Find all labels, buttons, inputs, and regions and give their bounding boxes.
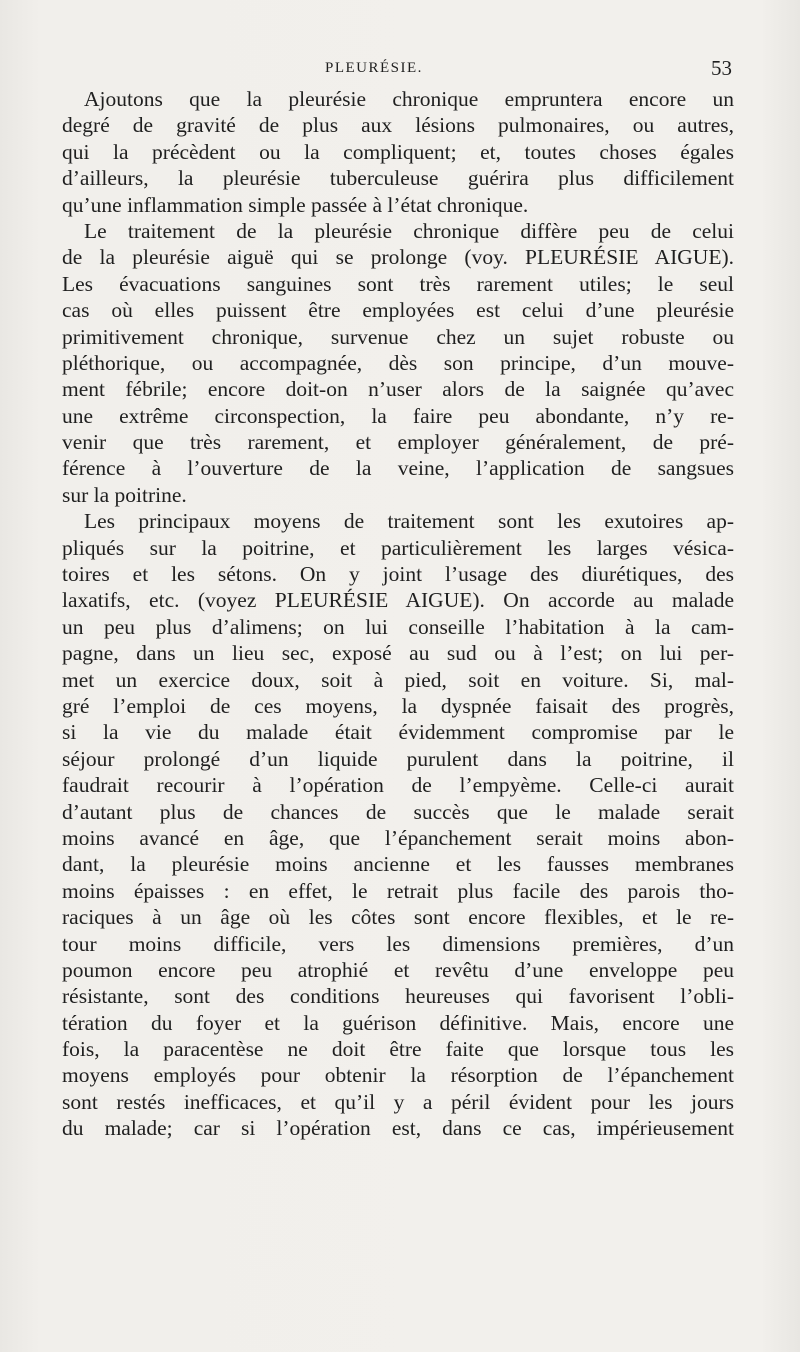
text-line: du malade; car si l’opération est, dans ce cas, impérieusement — [62, 1116, 734, 1141]
text-line: dant, la pleurésie moins ancienne et les fausses membranes — [62, 852, 734, 877]
text-line: de la pleurésie aiguë qui se prolonge (voy. PLEURÉSIE AIGUE). — [62, 245, 734, 270]
text-line: cas où elles puissent être employées est celui d’une pleurésie — [62, 298, 734, 323]
body-text — [62, 86, 734, 1142]
text-line: qu’une inflammation simple passée à l’état chronique. — [62, 192, 529, 217]
text-line: qui la précèdent ou la compliquent; et, toutes choses égales — [62, 139, 734, 164]
text-line: Les évacuations sanguines sont très rarement utiles; le seul — [62, 271, 734, 296]
text-line: poumon encore peu atrophié et revêtu d’une enveloppe peu — [62, 957, 734, 982]
page-number: 53 — [711, 56, 732, 80]
text-line: tération du foyer et la guérison définitive. Mais, encore une — [62, 1010, 734, 1035]
text-line: d’autant plus de chances de succès que le malade serait — [62, 799, 734, 824]
paragraph — [62, 508, 734, 1141]
text-line: degré de gravité de plus aux lésions pulmonaires, ou autres, — [62, 113, 734, 138]
text-line: met un exercice doux, soit à pied, soit en voiture. Si, mal- — [62, 667, 734, 692]
text-line: sur la poitrine. — [62, 482, 187, 507]
text-line: séjour prolongé d’un liquide purulent dans la poitrine, il — [62, 746, 734, 771]
paragraph — [62, 218, 734, 508]
running-title: PLEURÉSIE. — [325, 60, 423, 76]
text-line: Le traitement de la pleurésie chronique diffère peu de celui — [84, 218, 734, 243]
text-line: laxatifs, etc. (voyez PLEURÉSIE AIGUE). On accorde au malade — [62, 588, 734, 613]
text-line: Ajoutons que la pleurésie chronique empruntera encore un — [84, 87, 734, 111]
text-line: si la vie du malade était évidemment compromise par le — [62, 720, 734, 745]
text-line: primitivement chronique, survenue chez un sujet robuste ou — [62, 324, 734, 349]
text-line: gré l’emploi de ces moyens, la dyspnée faisait des progrès, — [62, 693, 734, 718]
text-line: pagne, dans un lieu sec, exposé au sud ou à l’est; on lui per- — [62, 641, 734, 666]
text-line: fois, la paracentèse ne doit être faite que lorsque tous les — [62, 1037, 734, 1062]
text-line: moyens employés pour obtenir la résorption de l’épanchement — [62, 1063, 734, 1088]
text-line: résistante, sont des conditions heureuses qui favorisent l’obli- — [62, 984, 734, 1009]
text-line: une extrême circonspection, la faire peu abondante, n’y re- — [62, 403, 734, 428]
paragraph — [62, 86, 734, 218]
text-line: férence à l’ouverture de la veine, l’application de sangsues — [62, 456, 734, 481]
running-header — [0, 56, 800, 86]
text-line: toires et les sétons. On y joint l’usage des diurétiques, des — [62, 562, 734, 587]
text-line: ment fébrile; encore doit-on n’user alors de la saignée qu’avec — [62, 377, 734, 402]
text-line: moins avancé en âge, que l’épanchement serait moins abon- — [62, 825, 734, 850]
text-line: pléthorique, ou accompagnée, dès son principe, d’un mouve- — [62, 350, 734, 375]
text-line: raciques à un âge où les côtes sont encore flexibles, et le re- — [62, 905, 734, 930]
text-line: un peu plus d’alimens; on lui conseille l’habitation à la cam- — [62, 614, 734, 639]
text-line: pliqués sur la poitrine, et particulièrement les larges vésica- — [62, 535, 734, 560]
text-line: d’ailleurs, la pleurésie tuberculeuse guérira plus difficilement — [62, 166, 734, 191]
text-line: venir que très rarement, et employer généralement, de pré- — [62, 430, 734, 455]
text-line: Les principaux moyens de traitement sont les exutoires ap- — [84, 509, 734, 534]
text-line: moins épaisses : en effet, le retrait plus facile des parois tho- — [62, 878, 734, 903]
text-line: sont restés inefficaces, et qu’il y a péril évident pour les jours — [62, 1089, 734, 1114]
text-line: tour moins difficile, vers les dimensions premières, d’un — [62, 931, 734, 956]
text-line: faudrait recourir à l’opération de l’empyème. Celle-ci aurait — [62, 773, 734, 798]
